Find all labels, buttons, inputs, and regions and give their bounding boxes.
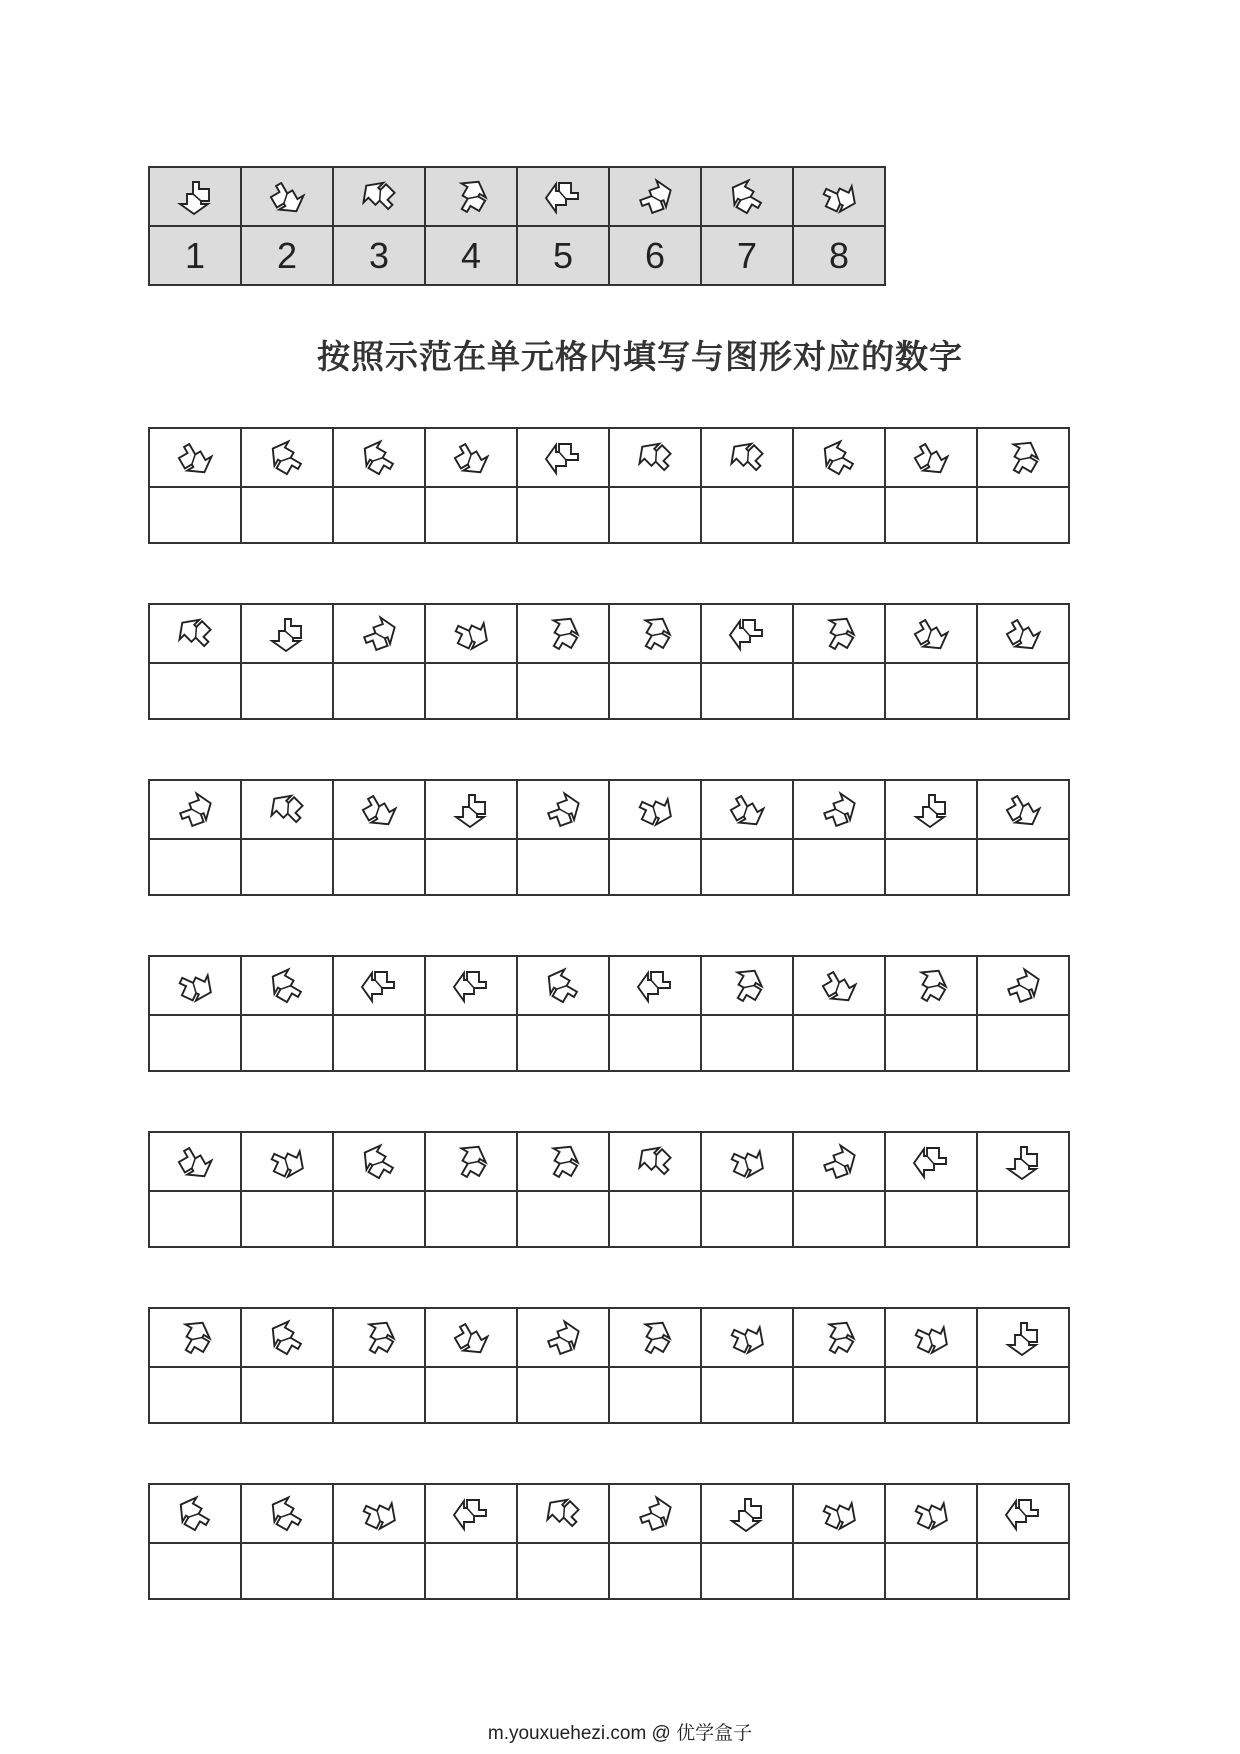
exercise-answer-row — [149, 487, 1069, 543]
curved-arrow-icon — [725, 1492, 769, 1536]
exercise-symbol-cell — [241, 780, 333, 839]
curved-arrow-icon — [909, 1492, 953, 1536]
exercise-symbol-cell — [609, 1132, 701, 1191]
curved-arrow-icon — [725, 788, 769, 832]
answer-cell[interactable] — [517, 663, 609, 719]
curved-arrow-icon — [173, 964, 217, 1008]
exercise-symbol-cell — [885, 780, 977, 839]
exercise-symbol-cell — [425, 1308, 517, 1367]
curved-arrow-icon — [725, 175, 769, 219]
curved-arrow-icon — [449, 1140, 493, 1184]
exercise-symbol-cell — [333, 1484, 425, 1543]
answer-cell[interactable] — [425, 839, 517, 895]
curved-arrow-icon — [357, 1492, 401, 1536]
symbol-key-table — [148, 166, 886, 286]
curved-arrow-icon — [173, 1316, 217, 1360]
exercise-table — [148, 1483, 1070, 1600]
curved-arrow-icon — [173, 1140, 217, 1184]
answer-cell[interactable] — [517, 1367, 609, 1423]
exercise-symbol-cell — [885, 604, 977, 663]
curved-arrow-icon — [909, 612, 953, 656]
exercise-symbol-cell — [333, 604, 425, 663]
exercise-symbol-cell — [241, 1484, 333, 1543]
answer-cell[interactable] — [793, 487, 885, 543]
curved-arrow-icon — [1001, 1140, 1045, 1184]
key-cell — [425, 167, 517, 226]
answer-cell[interactable] — [241, 1543, 333, 1599]
exercise-answer-row — [149, 1015, 1069, 1071]
answer-cell[interactable] — [609, 1367, 701, 1423]
curved-arrow-icon — [449, 1316, 493, 1360]
curved-arrow-icon — [1001, 788, 1045, 832]
exercise-symbol-row — [149, 780, 1069, 839]
answer-cell[interactable] — [425, 1367, 517, 1423]
exercise-table — [148, 955, 1070, 1072]
answer-cell[interactable] — [609, 1015, 701, 1071]
exercise-symbol-cell — [425, 780, 517, 839]
answer-cell[interactable] — [149, 1191, 241, 1247]
key-symbol-row — [149, 167, 885, 226]
curved-arrow-icon — [817, 612, 861, 656]
answer-cell[interactable] — [241, 487, 333, 543]
answer-cell[interactable] — [241, 663, 333, 719]
curved-arrow-icon — [357, 1140, 401, 1184]
answer-cell[interactable] — [517, 487, 609, 543]
curved-arrow-icon — [817, 436, 861, 480]
exercise-symbol-cell — [793, 1484, 885, 1543]
exercise-symbol-cell — [793, 1132, 885, 1191]
exercise-symbol-cell — [793, 428, 885, 487]
curved-arrow-icon — [1001, 964, 1045, 1008]
answer-cell[interactable] — [701, 487, 793, 543]
exercise-symbol-cell — [333, 1308, 425, 1367]
curved-arrow-icon — [909, 436, 953, 480]
exercise-symbol-cell — [517, 1484, 609, 1543]
curved-arrow-icon — [817, 1140, 861, 1184]
key-number-row — [149, 226, 885, 285]
answer-cell[interactable] — [149, 487, 241, 543]
exercise-symbol-row — [149, 604, 1069, 663]
answer-cell[interactable] — [149, 1015, 241, 1071]
curved-arrow-icon — [633, 175, 677, 219]
answer-cell[interactable] — [517, 839, 609, 895]
exercise-symbol-cell — [701, 956, 793, 1015]
curved-arrow-icon — [265, 612, 309, 656]
exercise-answer-row — [149, 839, 1069, 895]
answer-cell[interactable] — [977, 839, 1069, 895]
answer-cell[interactable] — [885, 1015, 977, 1071]
curved-arrow-icon — [1001, 1492, 1045, 1536]
answer-cell[interactable] — [609, 663, 701, 719]
answer-cell[interactable] — [333, 1543, 425, 1599]
answer-cell[interactable] — [333, 1015, 425, 1071]
curved-arrow-icon — [265, 175, 309, 219]
curved-arrow-icon — [357, 964, 401, 1008]
answer-cell[interactable] — [149, 1367, 241, 1423]
curved-arrow-icon — [1001, 436, 1045, 480]
exercise-symbol-cell — [977, 956, 1069, 1015]
curved-arrow-icon — [449, 612, 493, 656]
curved-arrow-icon — [725, 612, 769, 656]
exercise-symbol-cell — [977, 428, 1069, 487]
curved-arrow-icon — [633, 1316, 677, 1360]
curved-arrow-icon — [909, 1140, 953, 1184]
answer-cell[interactable] — [149, 839, 241, 895]
key-cell — [701, 167, 793, 226]
key-cell — [241, 167, 333, 226]
exercise-symbol-cell — [977, 1484, 1069, 1543]
answer-cell[interactable] — [149, 663, 241, 719]
curved-arrow-icon — [725, 964, 769, 1008]
answer-cell[interactable] — [701, 1191, 793, 1247]
exercise-symbol-cell — [425, 428, 517, 487]
exercise-answer-row — [149, 663, 1069, 719]
exercise-symbol-cell — [793, 604, 885, 663]
curved-arrow-icon — [541, 175, 585, 219]
exercise-symbol-cell — [977, 1308, 1069, 1367]
key-cell — [609, 167, 701, 226]
answer-cell[interactable] — [333, 663, 425, 719]
exercise-symbol-cell — [517, 428, 609, 487]
answer-cell[interactable] — [793, 1367, 885, 1423]
curved-arrow-icon — [725, 1316, 769, 1360]
footer-watermark: m.youxuehezi.com @ 优学盒子 — [487, 1723, 753, 1744]
exercise-symbol-cell — [149, 604, 241, 663]
exercise-symbol-row — [149, 428, 1069, 487]
curved-arrow-icon — [725, 436, 769, 480]
curved-arrow-icon — [633, 612, 677, 656]
exercise-symbol-cell — [609, 780, 701, 839]
answer-cell[interactable] — [977, 487, 1069, 543]
key-number: 3 — [333, 226, 425, 285]
curved-arrow-icon — [357, 175, 401, 219]
curved-arrow-icon — [633, 1492, 677, 1536]
answer-cell[interactable] — [701, 839, 793, 895]
curved-arrow-icon — [817, 1316, 861, 1360]
key-number: 4 — [425, 226, 517, 285]
exercise-symbol-cell — [609, 428, 701, 487]
answer-cell[interactable] — [885, 663, 977, 719]
curved-arrow-icon — [633, 1140, 677, 1184]
exercise-symbol-cell — [149, 956, 241, 1015]
curved-arrow-icon — [909, 1316, 953, 1360]
curved-arrow-icon — [449, 175, 493, 219]
answer-cell[interactable] — [609, 839, 701, 895]
exercise-symbol-cell — [885, 956, 977, 1015]
instruction-title: 按照示范在单元格内填写与图形对应的数字 — [317, 337, 963, 376]
answer-cell[interactable] — [241, 1191, 333, 1247]
exercise-symbol-cell — [241, 1132, 333, 1191]
answer-cell[interactable] — [885, 1191, 977, 1247]
curved-arrow-icon — [817, 964, 861, 1008]
answer-cell[interactable] — [425, 487, 517, 543]
curved-arrow-icon — [725, 1140, 769, 1184]
exercise-symbol-cell — [885, 428, 977, 487]
answer-cell[interactable] — [517, 1191, 609, 1247]
exercise-symbol-cell — [977, 1132, 1069, 1191]
curved-arrow-icon — [449, 436, 493, 480]
answer-cell[interactable] — [885, 1543, 977, 1599]
answer-cell[interactable] — [793, 663, 885, 719]
curved-arrow-icon — [265, 788, 309, 832]
exercise-symbol-cell — [977, 780, 1069, 839]
curved-arrow-icon — [817, 175, 861, 219]
exercise-symbol-cell — [425, 604, 517, 663]
exercise-symbol-cell — [241, 604, 333, 663]
exercise-symbol-cell — [609, 1308, 701, 1367]
curved-arrow-icon — [173, 175, 217, 219]
curved-arrow-icon — [357, 612, 401, 656]
exercise-symbol-cell — [793, 1308, 885, 1367]
exercise-symbol-cell — [241, 956, 333, 1015]
exercise-symbol-cell — [149, 428, 241, 487]
exercise-symbol-cell — [333, 428, 425, 487]
exercise-symbol-cell — [793, 956, 885, 1015]
curved-arrow-icon — [173, 788, 217, 832]
curved-arrow-icon — [449, 788, 493, 832]
exercise-symbol-cell — [517, 1308, 609, 1367]
exercise-answer-row — [149, 1367, 1069, 1423]
answer-cell[interactable] — [517, 1543, 609, 1599]
exercise-symbol-cell — [701, 604, 793, 663]
curved-arrow-icon — [541, 1316, 585, 1360]
curved-arrow-icon — [909, 964, 953, 1008]
curved-arrow-icon — [1001, 612, 1045, 656]
key-cell — [517, 167, 609, 226]
exercise-symbol-row — [149, 956, 1069, 1015]
exercise-symbol-cell — [609, 604, 701, 663]
curved-arrow-icon — [633, 436, 677, 480]
curved-arrow-icon — [357, 436, 401, 480]
answer-cell[interactable] — [793, 1543, 885, 1599]
curved-arrow-icon — [633, 964, 677, 1008]
answer-cell[interactable] — [425, 1191, 517, 1247]
key-number: 1 — [149, 226, 241, 285]
exercise-symbol-cell — [701, 428, 793, 487]
exercise-table — [148, 779, 1070, 896]
curved-arrow-icon — [265, 1492, 309, 1536]
answer-cell[interactable] — [333, 839, 425, 895]
answer-cell[interactable] — [149, 1543, 241, 1599]
answer-cell[interactable] — [241, 1367, 333, 1423]
answer-cell[interactable] — [609, 487, 701, 543]
curved-arrow-icon — [541, 788, 585, 832]
answer-cell[interactable] — [977, 663, 1069, 719]
exercise-symbol-cell — [425, 1132, 517, 1191]
answer-cell[interactable] — [609, 1543, 701, 1599]
answer-cell[interactable] — [425, 1543, 517, 1599]
curved-arrow-icon — [173, 1492, 217, 1536]
exercise-symbol-cell — [701, 1308, 793, 1367]
exercise-symbol-row — [149, 1484, 1069, 1543]
exercise-symbol-row — [149, 1132, 1069, 1191]
exercise-answer-row — [149, 1191, 1069, 1247]
curved-arrow-icon — [1001, 1316, 1045, 1360]
exercise-symbol-cell — [241, 428, 333, 487]
answer-cell[interactable] — [977, 1543, 1069, 1599]
curved-arrow-icon — [449, 964, 493, 1008]
exercise-symbol-cell — [517, 780, 609, 839]
curved-arrow-icon — [265, 1140, 309, 1184]
answer-cell[interactable] — [425, 663, 517, 719]
key-number: 7 — [701, 226, 793, 285]
exercise-symbol-cell — [241, 1308, 333, 1367]
answer-cell[interactable] — [701, 1543, 793, 1599]
exercise-symbol-cell — [517, 604, 609, 663]
answer-cell[interactable] — [701, 1367, 793, 1423]
curved-arrow-icon — [173, 612, 217, 656]
curved-arrow-icon — [541, 1492, 585, 1536]
answer-cell[interactable] — [977, 1015, 1069, 1071]
answer-cell[interactable] — [517, 1015, 609, 1071]
answer-cell[interactable] — [885, 839, 977, 895]
curved-arrow-icon — [541, 436, 585, 480]
answer-cell[interactable] — [333, 1367, 425, 1423]
curved-arrow-icon — [541, 612, 585, 656]
exercise-symbol-cell — [885, 1132, 977, 1191]
key-cell — [333, 167, 425, 226]
key-number: 5 — [517, 226, 609, 285]
curved-arrow-icon — [357, 1316, 401, 1360]
key-number: 8 — [793, 226, 885, 285]
exercise-symbol-cell — [333, 1132, 425, 1191]
curved-arrow-icon — [541, 964, 585, 1008]
exercise-symbol-cell — [885, 1484, 977, 1543]
exercise-symbol-cell — [701, 780, 793, 839]
curved-arrow-icon — [449, 1492, 493, 1536]
exercise-symbol-cell — [701, 1484, 793, 1543]
answer-cell[interactable] — [977, 1367, 1069, 1423]
exercise-symbol-cell — [333, 780, 425, 839]
answer-cell[interactable] — [425, 1015, 517, 1071]
curved-arrow-icon — [541, 1140, 585, 1184]
curved-arrow-icon — [633, 788, 677, 832]
exercise-table — [148, 1131, 1070, 1248]
curved-arrow-icon — [265, 1316, 309, 1360]
exercise-symbol-cell — [977, 604, 1069, 663]
answer-cell[interactable] — [793, 1015, 885, 1071]
exercise-symbol-cell — [701, 1132, 793, 1191]
curved-arrow-icon — [173, 436, 217, 480]
exercise-symbol-cell — [333, 956, 425, 1015]
answer-cell[interactable] — [793, 839, 885, 895]
exercise-answer-row — [149, 1543, 1069, 1599]
key-number: 2 — [241, 226, 333, 285]
exercise-symbol-cell — [149, 1132, 241, 1191]
exercise-symbol-cell — [609, 956, 701, 1015]
exercise-symbol-cell — [149, 780, 241, 839]
answer-cell[interactable] — [609, 1191, 701, 1247]
exercise-symbol-cell — [425, 1484, 517, 1543]
answer-cell[interactable] — [701, 1015, 793, 1071]
exercise-symbol-cell — [885, 1308, 977, 1367]
curved-arrow-icon — [817, 788, 861, 832]
key-cell — [793, 167, 885, 226]
answer-cell[interactable] — [701, 663, 793, 719]
curved-arrow-icon — [265, 436, 309, 480]
exercise-table — [148, 427, 1070, 544]
key-cell — [149, 167, 241, 226]
answer-cell[interactable] — [333, 1191, 425, 1247]
answer-cell[interactable] — [885, 1367, 977, 1423]
exercise-symbol-cell — [793, 780, 885, 839]
exercise-symbol-cell — [517, 956, 609, 1015]
curved-arrow-icon — [265, 964, 309, 1008]
answer-cell[interactable] — [793, 1191, 885, 1247]
curved-arrow-icon — [357, 788, 401, 832]
answer-cell[interactable] — [241, 1015, 333, 1071]
curved-arrow-icon — [909, 788, 953, 832]
curved-arrow-icon — [817, 1492, 861, 1536]
answer-cell[interactable] — [885, 487, 977, 543]
exercise-symbol-cell — [517, 1132, 609, 1191]
exercise-symbol-cell — [425, 956, 517, 1015]
exercise-symbol-cell — [149, 1484, 241, 1543]
exercise-symbol-cell — [609, 1484, 701, 1543]
exercise-symbol-cell — [149, 1308, 241, 1367]
exercise-table — [148, 1307, 1070, 1424]
exercise-symbol-row — [149, 1308, 1069, 1367]
answer-cell[interactable] — [241, 839, 333, 895]
answer-cell[interactable] — [977, 1191, 1069, 1247]
key-number: 6 — [609, 226, 701, 285]
answer-cell[interactable] — [333, 487, 425, 543]
exercise-table — [148, 603, 1070, 720]
